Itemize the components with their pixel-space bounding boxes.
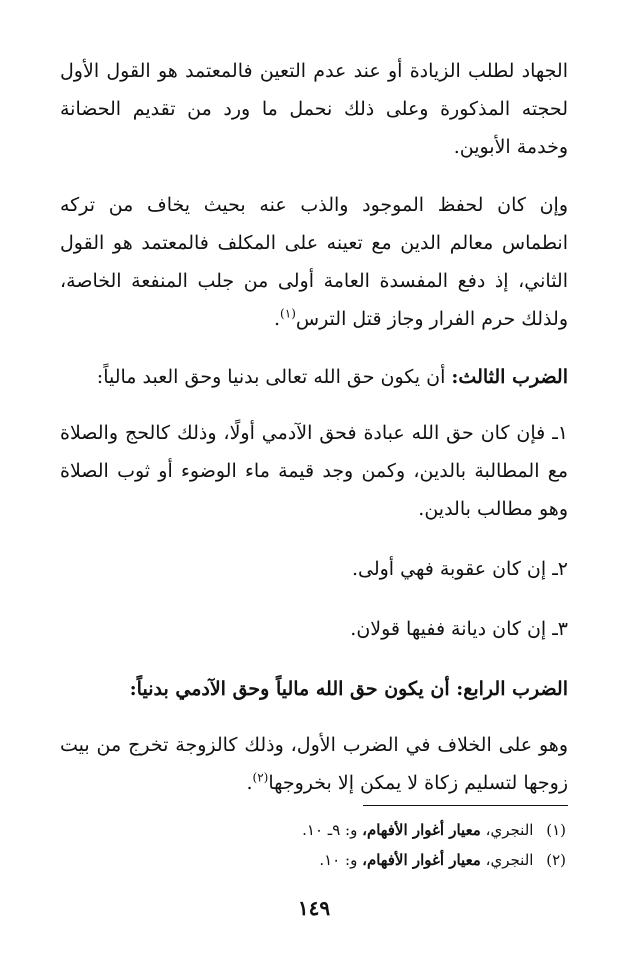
paragraph-2-end: . (274, 308, 281, 330)
footnote-1 (60, 815, 566, 845)
footnote-2 (60, 845, 566, 875)
footnote-2-author: النجري، (485, 851, 534, 869)
section-fourth-type (60, 670, 568, 708)
list-item-1-text: ١ـ فإن كان حق الله عبادة فحق الآدمي أولًا، وذلك كالحج والصلاة مع المطالبة بالدين، وكمن وجد قيمة ماء الوضوء أو ثوب الصلاة وهو مطالب بالدين. (60, 422, 568, 520)
section-fourth-heading: الضرب الرابع: أن يكون حق الله مالياً وحق الآدمي بدنياً: (129, 678, 568, 700)
list-item-2 (60, 550, 568, 588)
footnote-divider (363, 805, 568, 806)
list-item-2-text: ٢ـ إن كان عقوبة فهي أولى. (351, 558, 568, 580)
footnote-2-location: و: ١٠. (319, 851, 358, 869)
section-third-heading: الضرب الثالث: (451, 366, 568, 388)
paragraph-5-end: . (246, 772, 253, 794)
paragraph-2-text: وإن كان لحفظ الموجود والذب عنه بحيث يخاف من تركه انطماس معالم الدين مع تعينه على المكلف فالمعتمد هو القول الثاني، إذ دفع المفسدة العامة أولى من جلب المنفعة الخاصة، ولذلك حرم الفرار وجاز قتل الترس (60, 194, 568, 330)
page-number: ١٤٩ (297, 896, 331, 920)
list-item-3 (60, 610, 568, 648)
footnotes (60, 815, 566, 875)
footnote-2-number: (٢) (546, 851, 566, 869)
paragraph-5 (60, 726, 568, 802)
list-item-1 (60, 414, 568, 528)
paragraph-2 (60, 186, 568, 338)
section-third-type (60, 358, 568, 396)
footnote-1-author: النجري، (485, 821, 534, 839)
footnote-ref-1[interactable]: (١) (280, 306, 296, 321)
footnote-1-location: و: ٩ـ ١٠. (302, 821, 358, 839)
paragraph-5-text: وهو على الخلاف في الضرب الأول، وذلك كالزوجة تخرج من بيت زوجها لتسليم زكاة لا يمكن إلا بخروجها (60, 734, 568, 794)
footnote-1-number: (١) (546, 821, 566, 839)
footnote-2-book: معيار أغوار الأفهام، (362, 851, 481, 869)
footnote-ref-2[interactable]: (٢) (252, 770, 269, 785)
section-third-text: أن يكون حق الله تعالى بدنيا وحق العبد مالياً: (96, 366, 452, 388)
list-item-3-text: ٣ـ إن كان ديانة ففيها قولان. (350, 618, 568, 640)
footnote-1-book: معيار أغوار الأفهام، (362, 821, 481, 839)
paragraph-1 (60, 52, 568, 166)
paragraph-1-text: الجهاد لطلب الزيادة أو عند عدم التعين فالمعتمد هو القول الأول لحجته المذكورة وعلى ذلك نحمل ما ورد من تقديم الحضانة وخدمة الأبوين. (60, 60, 568, 158)
